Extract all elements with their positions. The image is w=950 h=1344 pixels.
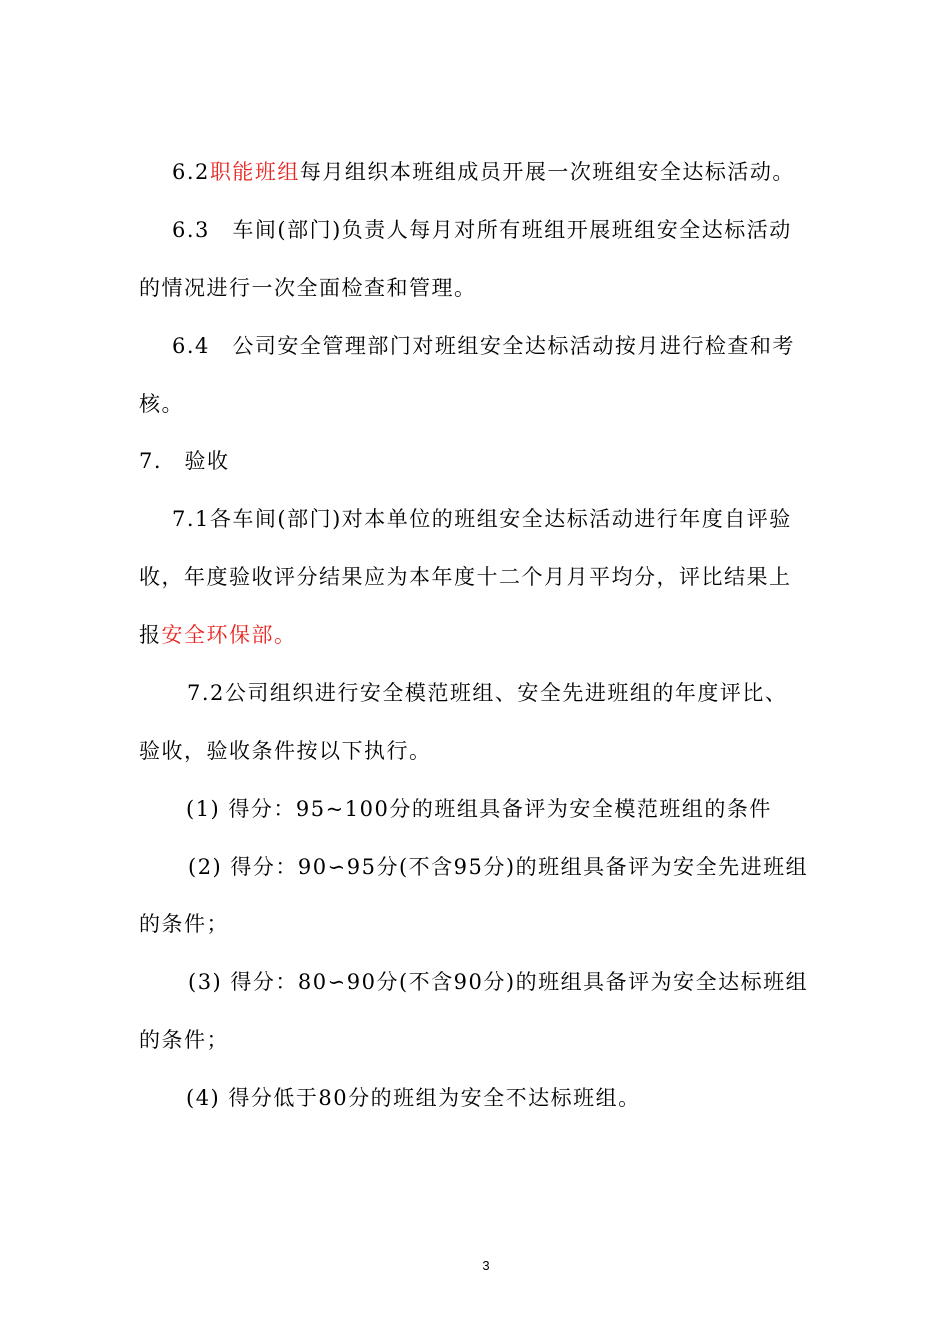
paragraph-6-4-line-2: 核。 bbox=[139, 392, 184, 416]
criteria-item-2-line-1: (2) 得分：90∽95分(不含95分)的班组具备评为安全先进班组 bbox=[188, 855, 809, 879]
paragraph-7-2-line-1: 7.2公司组织进行安全模范班组、安全先进班组的年度评比、 bbox=[187, 681, 788, 705]
paragraph-6-2-number: 6.2 bbox=[172, 160, 210, 184]
paragraph-7-1-report-text: 报 bbox=[139, 623, 162, 647]
paragraph-7-1-line-3 bbox=[139, 621, 297, 649]
criteria-item-4: (4) 得分低于80分的班组为安全不达标班组。 bbox=[186, 1086, 641, 1110]
paragraph-6-2-text: 每月组织本班组成员开展一次班组安全达标活动。 bbox=[299, 160, 795, 184]
paragraph-6-3-line-1: 6.3 车间(部门)负责人每月对所有班组开展班组安全达标活动 bbox=[172, 218, 792, 242]
paragraph-7-1-line-1: 7.1各车间(部门)对本单位的班组安全达标活动进行年度自评验 bbox=[172, 507, 792, 531]
highlight-safety-env-dept: 安全环保部。 bbox=[161, 623, 297, 647]
criteria-item-1: (1) 得分：95~100分的班组具备评为安全模范班组的条件 bbox=[186, 797, 772, 821]
paragraph-6-4-line-1: 6.4 公司安全管理部门对班组安全达标活动按月进行检查和考 bbox=[172, 334, 795, 358]
paragraph-6-2-line-1 bbox=[172, 158, 795, 186]
criteria-item-2-line-2: 的条件； bbox=[139, 912, 229, 936]
paragraph-7-1-line-2: 收，年度验收评分结果应为本年度十二个月月平均分，评比结果上 bbox=[139, 565, 792, 589]
criteria-item-3-line-1: (3) 得分：80∽90分(不含90分)的班组具备评为安全达标班组 bbox=[188, 970, 809, 994]
paragraph-6-3-line-2: 的情况进行一次全面检查和管理。 bbox=[139, 276, 477, 300]
criteria-item-3-line-2: 的条件； bbox=[139, 1028, 229, 1052]
paragraph-7-2-line-2: 验收，验收条件按以下执行。 bbox=[139, 739, 432, 763]
highlight-functional-team: 职能班组 bbox=[209, 160, 300, 184]
section-7-heading: 7. 验收 bbox=[139, 449, 230, 473]
page-number: 3 bbox=[482, 1258, 490, 1273]
